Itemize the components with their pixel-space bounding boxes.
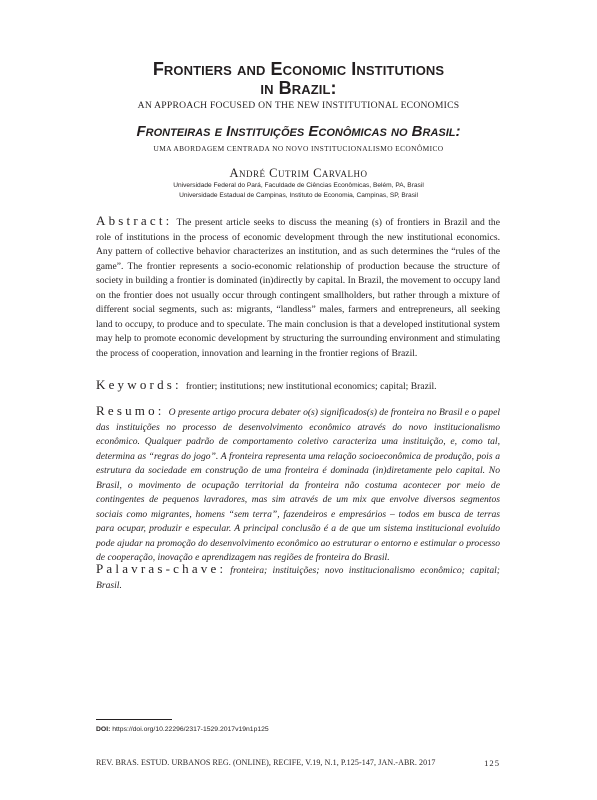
palavras-chave-text: fronteira; instituições; novo institucionalismo econômico; capital; Brasil. bbox=[96, 565, 500, 591]
abstract-section bbox=[96, 214, 500, 361]
running-footer: REV. BRAS. ESTUD. URBANOS REG. (ONLINE), RECIFE, V.19, N.1, P.125-147, JAN.-ABR. 2017 bbox=[96, 758, 436, 767]
keywords-text: frontier; institutions; new institutional economics; capital; Brazil. bbox=[185, 381, 437, 392]
abstract-text: The present article seeks to discuss the meaning (s) of frontiers in Brazil and the role of institutions in the process of economic development through the new institutional economics. Any pattern of collective behavior characterizes an institution, and as such determines the “rules of the game”. The frontier represents a socio-economic relationship of production because the structure of society in building a frontier is dominated (in)directly by capital. In Brazil, the movement to occupy land on the frontier does not usually occur through contingent smallholders, but rather through a mixture of different social segments, such as: migrants, “landless” males, farmers and entrepreneurs, all seeking land to occupy, to produce and to speculate. The main conclusion is that a developed institutional system may help to promote economic development by structuring the surrounding environment and stimulating the process of cooperation, innovation and learning in the frontier regions of Brazil. bbox=[96, 217, 500, 359]
palavras-chave-label: Palavras-chave: bbox=[96, 561, 227, 576]
doi-line bbox=[96, 726, 269, 733]
keywords-section bbox=[96, 378, 500, 395]
title-line-1: Frontiers and Economic Institutions bbox=[152, 59, 445, 79]
author-name: André Cutrim Carvalho bbox=[229, 166, 368, 180]
keywords-label: Keywords: bbox=[96, 377, 182, 392]
resumo-label: Resumo: bbox=[96, 403, 165, 418]
abstract-label: Abstract: bbox=[96, 213, 173, 228]
author-affiliation-1: Universidade Federal do Pará, Faculdade de Ciências Econômicas, Belém, PA, Brasil bbox=[173, 182, 424, 189]
portuguese-title: Fronteiras e Instituições Econômicas no Brasil: bbox=[136, 123, 461, 140]
doi-link[interactable]: https://doi.org/10.22296/2317-1529.2017v19n1p125 bbox=[112, 726, 269, 733]
page-number: 125 bbox=[484, 758, 500, 768]
resumo-section bbox=[96, 404, 500, 566]
resumo-text: O presente artigo procura debater o(s) significados(s) de fronteira no Brasil e o papel das instituições no processo de desenvolvimento econômico através do novo institucionalismo econômico. Qualquer padrão de comportamento coletivo caracteriza uma instituição, e, como tal, determina as “regras do jogo”. A fronteira representa uma relação socioeconômica de produção, pois a estrutura da sociedade em construção de uma fronteira é dominada (in)diretamente pelo capital. No Brasil, o movimento de ocupação territorial da fronteira não costuma acontecer por meio de contingentes de pequenos lavradores, mas sim através de um mix que envolve diversos segmentos sociais como migrantes, homens “sem terra”, fazendeiros e empresários – todos em busca de terras para ocupar, produzir e especular. A principal conclusão é a de que um sistema institucional evoluído pode ajudar na promoção do desenvolvimento econômico ao estruturar o entorno e estimular o processo de cooperação, inovação e aprendizagem nas regiões de fronteira do Brasil. bbox=[96, 407, 500, 563]
footnote-rule bbox=[96, 719, 172, 720]
title-line-2: in Brazil: bbox=[260, 78, 337, 98]
doi-label: DOI: bbox=[96, 726, 111, 733]
author-affiliation-2: Universidade Estadual de Campinas, Instituto de Economia, Campinas, SP, Brasil bbox=[179, 192, 418, 199]
paper-title bbox=[60, 60, 537, 98]
portuguese-subtitle: UMA ABORDAGEM CENTRADA NO NOVO INSTITUCIONALISMO ECONÔMICO bbox=[153, 144, 444, 153]
palavras-chave-section bbox=[96, 562, 500, 593]
paper-subtitle: AN APPROACH FOCUSED ON THE NEW INSTITUTIONAL ECONOMICS bbox=[137, 100, 460, 111]
